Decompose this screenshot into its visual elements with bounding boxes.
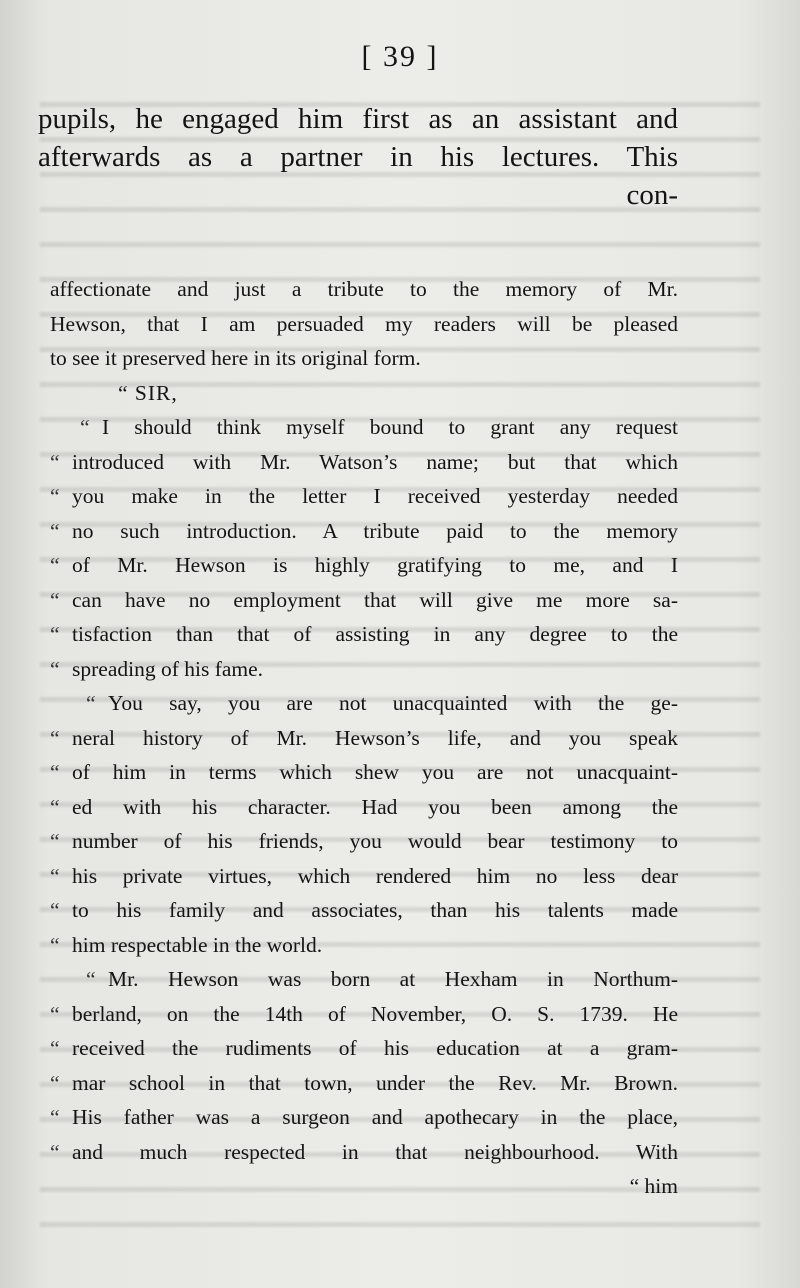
text-line: introduced with Mr. Watson’s name; but that which	[72, 449, 678, 474]
text-line: ed with his character. Had you been among the	[72, 794, 678, 819]
text-line: I should think myself bound to grant any request	[102, 415, 678, 439]
text-line: his private virtues, which rendered him no less dear	[72, 863, 678, 888]
text-line: Mr. Hewson was born at Hexham in Northum-	[108, 967, 678, 991]
upper-text-block	[38, 100, 678, 214]
text-line: Hewson, that I am persuaded my readers will be pleased	[50, 311, 678, 336]
text-line: and much respected in that neighbourhood. With	[72, 1139, 678, 1164]
salutation: “ SIR,	[118, 380, 178, 405]
catchword: “ him	[629, 1174, 678, 1198]
text-line: affectionate and just a tribute to the memory of Mr.	[50, 277, 678, 301]
lower-text-block	[50, 272, 678, 1204]
text-line: berland, on the 14th of November, O. S. 1739. He	[72, 1001, 678, 1026]
text-line: His father was a surgeon and apothecary in the place,	[72, 1105, 678, 1129]
letter-paragraph-1: “ I should think myself bound to grant any request “ introduced with Mr. Watson’s name; but that which “ you make in the letter I received yesterday needed “ no such introduction. A tribute paid to the memory “ of Mr. Hewson is highly gratifying to me, and I “ can have no employment that will give me more sa- “ tisfaction than that of assisting in any degree to the “ spreading of his fame.	[50, 415, 678, 681]
text-line: pupils, he engaged him first as an assistant and	[38, 103, 678, 135]
text-line: tisfaction than that of assisting in any degree to the	[72, 622, 678, 646]
text-line: of him in terms which shew you are not unacquaint-	[72, 760, 678, 784]
text-line: can have no employment that will give me more sa-	[72, 587, 678, 612]
text-line: number of his friends, you would bear testimony to	[72, 829, 678, 853]
page-number: [ 39 ]	[361, 40, 439, 73]
text-line: afterwards as a partner in his lectures. This	[38, 141, 678, 173]
text-line: spreading of his fame.	[72, 656, 264, 681]
text-line: You say, you are not unacquainted with the ge-	[108, 691, 678, 715]
text-line: to his family and associates, than his talents made	[72, 898, 678, 922]
text-line: you make in the letter I received yesterday needed	[72, 484, 678, 508]
text-line: no such introduction. A tribute paid to the memory	[72, 518, 678, 543]
text-line: of Mr. Hewson is highly gratifying to me, and I	[72, 553, 678, 577]
catchword: con-	[626, 179, 678, 211]
text-line: mar school in that town, under the Rev. Mr. Brown.	[72, 1070, 678, 1095]
text-line: neral history of Mr. Hewson’s life, and you speak	[72, 725, 678, 750]
letter-paragraph-2: “ You say, you are not unacquainted with the ge- “ neral history of Mr. Hewson’s life, and you speak “ of him in terms which shew you are not unacquaint- “ ed with his character. Had you been among the “ number of his friends, you would bear testimony to “ his private virtues, which rendered him no less dear “ to his family and associates, than his talents made “ him respectable in the world.	[50, 691, 678, 957]
text-line: to see it preserved here in its original form.	[50, 346, 421, 370]
text-line: received the rudiments of his education at a gram-	[72, 1036, 678, 1060]
text-line: him respectable in the world.	[72, 932, 323, 957]
letter-paragraph-3: “ Mr. Hewson was born at Hexham in Northum- “ berland, on the 14th of November, O. S. 1739. He “ received the rudiments of his education at a gram- “ mar school in that town, under the Rev. Mr. Brown. “ His father was a surgeon and apothecary in the place, “ and much respected in that neighbourhood. With	[50, 967, 678, 1164]
